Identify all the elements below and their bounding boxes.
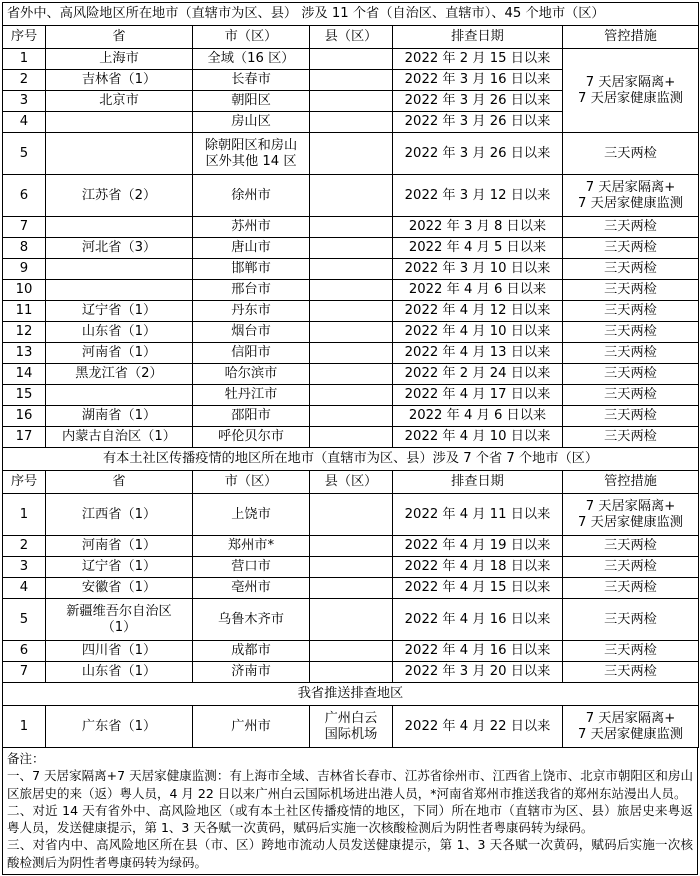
cell-date: 2022 年 4 月 18 日以来	[393, 557, 563, 578]
table3-banner-row	[3, 683, 699, 706]
cell-measure: 三天两检	[563, 322, 699, 343]
cell-province: 河南省（1）	[46, 343, 193, 364]
cell-province: 河北省（3）	[46, 238, 193, 259]
cell-measure: 三天两检	[563, 599, 699, 641]
cell-date: 2022 年 2 月 24 日以来	[393, 364, 563, 385]
cell-city: 长春市	[193, 70, 310, 91]
cell-measure: 三天两检	[563, 427, 699, 448]
cell-county	[310, 112, 393, 133]
cell-province: 湖南省（1）	[46, 406, 193, 427]
cell-index: 14	[3, 364, 46, 385]
table-row	[3, 217, 699, 238]
cell-province: 江苏省（2）	[46, 175, 193, 217]
cell-measure: 三天两检	[563, 536, 699, 557]
cell-date: 2022 年 3 月 20 日以来	[393, 662, 563, 683]
cell-county: 广州白云 国际机场	[310, 706, 393, 748]
cell-city: 成都市	[193, 641, 310, 662]
cell-measure: 三天两检	[563, 217, 699, 238]
cell-measure: 三天两检	[563, 406, 699, 427]
cell-index: 17	[3, 427, 46, 448]
cell-measure: 三天两检	[563, 662, 699, 683]
cell-date: 2022 年 3 月 26 日以来	[393, 91, 563, 112]
cell-province: 内蒙古自治区（1）	[46, 427, 193, 448]
cell-measure: 三天两检	[563, 133, 699, 175]
cell-province: 山东省（1）	[46, 662, 193, 683]
cell-city: 烟台市	[193, 322, 310, 343]
header-city: 市（区）	[193, 471, 310, 494]
header-county: 县（区）	[310, 471, 393, 494]
cell-county	[310, 343, 393, 364]
cell-province	[46, 217, 193, 238]
cell-county	[310, 259, 393, 280]
cell-city: 除朝阳区和房山 区外其他 14 区	[193, 133, 310, 175]
cell-measure: 三天两检	[563, 238, 699, 259]
cell-date: 2022 年 4 月 10 日以来	[393, 427, 563, 448]
cell-county	[310, 175, 393, 217]
cell-date: 2022 年 3 月 16 日以来	[393, 70, 563, 91]
cell-province: 辽宁省（1）	[46, 301, 193, 322]
cell-index: 6	[3, 641, 46, 662]
table-row	[3, 364, 699, 385]
cell-city: 邵阳市	[193, 406, 310, 427]
table1-header-row	[3, 26, 699, 49]
cell-province: 吉林省（1）	[46, 70, 193, 91]
cell-measure: 三天两检	[563, 364, 699, 385]
cell-index: 6	[3, 175, 46, 217]
cell-date: 2022 年 4 月 13 日以来	[393, 343, 563, 364]
cell-county	[310, 133, 393, 175]
cell-county	[310, 49, 393, 70]
cell-city: 邯郸市	[193, 259, 310, 280]
cell-measure: 7 天居家隔离+ 7 天居家健康监测	[563, 175, 699, 217]
table-row	[3, 259, 699, 280]
cell-county	[310, 364, 393, 385]
cell-date: 2022 年 4 月 10 日以来	[393, 322, 563, 343]
cell-county	[310, 238, 393, 259]
cell-date: 2022 年 4 月 6 日以来	[393, 280, 563, 301]
table-row	[3, 301, 699, 322]
cell-date: 2022 年 4 月 22 日以来	[393, 706, 563, 748]
cell-index: 2	[3, 70, 46, 91]
cell-date: 2022 年 3 月 8 日以来	[393, 217, 563, 238]
cell-county	[310, 301, 393, 322]
cell-index: 15	[3, 385, 46, 406]
cell-index: 7	[3, 662, 46, 683]
table-row	[3, 578, 699, 599]
table-row	[3, 706, 699, 748]
cell-measure: 三天两检	[563, 259, 699, 280]
table2-banner-row	[3, 448, 699, 471]
cell-measure: 三天两检	[563, 280, 699, 301]
table1-banner: 省外中、高风险地区所在地市（直辖市为区、县） 涉及 11 个省（自治区、直辖市）、45 个地市（区）	[3, 3, 699, 26]
cell-province: 山东省（1）	[46, 322, 193, 343]
cell-date: 2022 年 4 月 12 日以来	[393, 301, 563, 322]
cell-date: 2022 年 4 月 19 日以来	[393, 536, 563, 557]
table-row	[3, 49, 699, 70]
table-row	[3, 385, 699, 406]
cell-measure: 7 天居家隔离+ 7 天居家健康监测	[563, 494, 699, 536]
cell-province	[46, 385, 193, 406]
cell-date: 2022 年 3 月 12 日以来	[393, 175, 563, 217]
risk-area-table	[2, 2, 699, 748]
cell-date: 2022 年 3 月 10 日以来	[393, 259, 563, 280]
cell-city: 徐州市	[193, 175, 310, 217]
cell-province: 安徽省（1）	[46, 578, 193, 599]
table-row	[3, 343, 699, 364]
cell-index: 4	[3, 112, 46, 133]
cell-index: 1	[3, 49, 46, 70]
cell-index: 3	[3, 91, 46, 112]
cell-city: 唐山市	[193, 238, 310, 259]
cell-city: 苏州市	[193, 217, 310, 238]
cell-city: 上饶市	[193, 494, 310, 536]
note-3: 三、对省内中、高风险地区所在县（市、区）跨地市流动人员发送健康提示，第 1、3 天各赋一次黄码，赋码后实施一次核酸检测后为阴性者粤康码转为绿码。	[7, 837, 693, 870]
cell-measure: 三天两检	[563, 343, 699, 364]
header-province: 省	[46, 471, 193, 494]
cell-county	[310, 578, 393, 599]
header-county: 县（区）	[310, 26, 393, 49]
cell-index: 9	[3, 259, 46, 280]
cell-province: 北京市	[46, 91, 193, 112]
cell-measure: 7 天居家隔离+ 7 天居家健康监测	[563, 706, 699, 748]
cell-index: 16	[3, 406, 46, 427]
table-row	[3, 427, 699, 448]
header-measure: 管控措施	[563, 471, 699, 494]
notes-title: 备注：	[7, 751, 45, 766]
cell-city: 济南市	[193, 662, 310, 683]
cell-city: 信阳市	[193, 343, 310, 364]
cell-county	[310, 322, 393, 343]
table-row	[3, 494, 699, 536]
cell-province	[46, 259, 193, 280]
cell-province	[46, 112, 193, 133]
table-row	[3, 175, 699, 217]
cell-city: 哈尔滨市	[193, 364, 310, 385]
cell-date: 2022 年 4 月 17 日以来	[393, 385, 563, 406]
cell-date: 2022 年 4 月 5 日以来	[393, 238, 563, 259]
table3-banner: 我省推送排查地区	[3, 683, 699, 706]
header-date: 排查日期	[393, 471, 563, 494]
cell-province: 河南省（1）	[46, 536, 193, 557]
table-row	[3, 599, 699, 641]
cell-province: 黑龙江省（2）	[46, 364, 193, 385]
cell-measure: 7 天居家隔离+ 7 天居家健康监测	[563, 49, 699, 133]
cell-city: 郑州市*	[193, 536, 310, 557]
cell-county	[310, 70, 393, 91]
cell-province: 广东省（1）	[46, 706, 193, 748]
cell-index: 8	[3, 238, 46, 259]
cell-province: 新疆维吾尔自治区 （1）	[46, 599, 193, 641]
header-index: 序号	[3, 471, 46, 494]
cell-province: 辽宁省（1）	[46, 557, 193, 578]
header-index: 序号	[3, 26, 46, 49]
cell-province	[46, 280, 193, 301]
cell-index: 5	[3, 133, 46, 175]
cell-measure: 三天两检	[563, 578, 699, 599]
cell-city: 广州市	[193, 706, 310, 748]
cell-date: 2022 年 4 月 6 日以来	[393, 406, 563, 427]
cell-city: 呼伦贝尔市	[193, 427, 310, 448]
table-row	[3, 133, 699, 175]
table-row	[3, 322, 699, 343]
cell-county	[310, 280, 393, 301]
cell-index: 1	[3, 706, 46, 748]
table-row	[3, 557, 699, 578]
cell-county	[310, 599, 393, 641]
table-row	[3, 238, 699, 259]
note-1: 一、7 天居家隔离+7 天居家健康监测：有上海市全域、吉林省长春市、江苏省徐州市、江西省上饶市、北京市朝阳区和房山区旅居史的来（返）粤人员，4 月 22 日以来广州白云国际机场进出港人员，*河南省郑州市推送我省的郑州东站漫出人员。	[7, 768, 693, 801]
table-row	[3, 641, 699, 662]
header-city: 市（区）	[193, 26, 310, 49]
cell-date: 2022 年 4 月 15 日以来	[393, 578, 563, 599]
cell-city: 乌鲁木齐市	[193, 599, 310, 641]
table2-banner: 有本土社区传播疫情的地区所在地市（直辖市为区、县）涉及 7 个省 7 个地市（区）	[3, 448, 699, 471]
cell-date: 2022 年 4 月 16 日以来	[393, 599, 563, 641]
cell-province: 四川省（1）	[46, 641, 193, 662]
cell-measure: 三天两检	[563, 301, 699, 322]
header-province: 省	[46, 26, 193, 49]
cell-index: 4	[3, 578, 46, 599]
cell-date: 2022 年 2 月 15 日以来	[393, 49, 563, 70]
cell-index: 7	[3, 217, 46, 238]
cell-county	[310, 536, 393, 557]
cell-county	[310, 557, 393, 578]
cell-date: 2022 年 4 月 16 日以来	[393, 641, 563, 662]
cell-index: 3	[3, 557, 46, 578]
cell-county	[310, 385, 393, 406]
cell-index: 2	[3, 536, 46, 557]
cell-province	[46, 133, 193, 175]
table-row	[3, 406, 699, 427]
cell-index: 10	[3, 280, 46, 301]
table-row	[3, 280, 699, 301]
cell-date: 2022 年 4 月 11 日以来	[393, 494, 563, 536]
cell-province: 江西省（1）	[46, 494, 193, 536]
note-2: 二、对近 14 天有省外中、高风险地区（或有本土社区传播疫情的地区，下同）所在地市（直辖市为区、县）旅居史来粤返粤人员，发送健康提示，第 1、3 天各赋一次黄码，赋码后实施一次核酸检测后为阴性者粤康码转为绿码。	[7, 802, 693, 835]
cell-province: 上海市	[46, 49, 193, 70]
cell-city: 亳州市	[193, 578, 310, 599]
cell-city: 营口市	[193, 557, 310, 578]
cell-measure: 三天两检	[563, 557, 699, 578]
cell-city: 牡丹江市	[193, 385, 310, 406]
cell-county	[310, 494, 393, 536]
cell-index: 11	[3, 301, 46, 322]
table1-banner-row	[3, 3, 699, 26]
cell-index: 12	[3, 322, 46, 343]
cell-index: 5	[3, 599, 46, 641]
cell-county	[310, 406, 393, 427]
cell-county	[310, 662, 393, 683]
header-date: 排查日期	[393, 26, 563, 49]
cell-city: 邢台市	[193, 280, 310, 301]
cell-county	[310, 641, 393, 662]
cell-city: 房山区	[193, 112, 310, 133]
cell-date: 2022 年 3 月 26 日以来	[393, 133, 563, 175]
cell-county	[310, 91, 393, 112]
cell-index: 13	[3, 343, 46, 364]
cell-city: 全域（16 区）	[193, 49, 310, 70]
cell-measure: 三天两检	[563, 385, 699, 406]
notes-block	[2, 748, 698, 875]
table2-header-row	[3, 471, 699, 494]
cell-city: 丹东市	[193, 301, 310, 322]
cell-measure: 三天两检	[563, 641, 699, 662]
header-measure: 管控措施	[563, 26, 699, 49]
cell-city: 朝阳区	[193, 91, 310, 112]
cell-date: 2022 年 3 月 26 日以来	[393, 112, 563, 133]
table-row	[3, 662, 699, 683]
table-row	[3, 536, 699, 557]
cell-county	[310, 427, 393, 448]
cell-county	[310, 217, 393, 238]
cell-index: 1	[3, 494, 46, 536]
